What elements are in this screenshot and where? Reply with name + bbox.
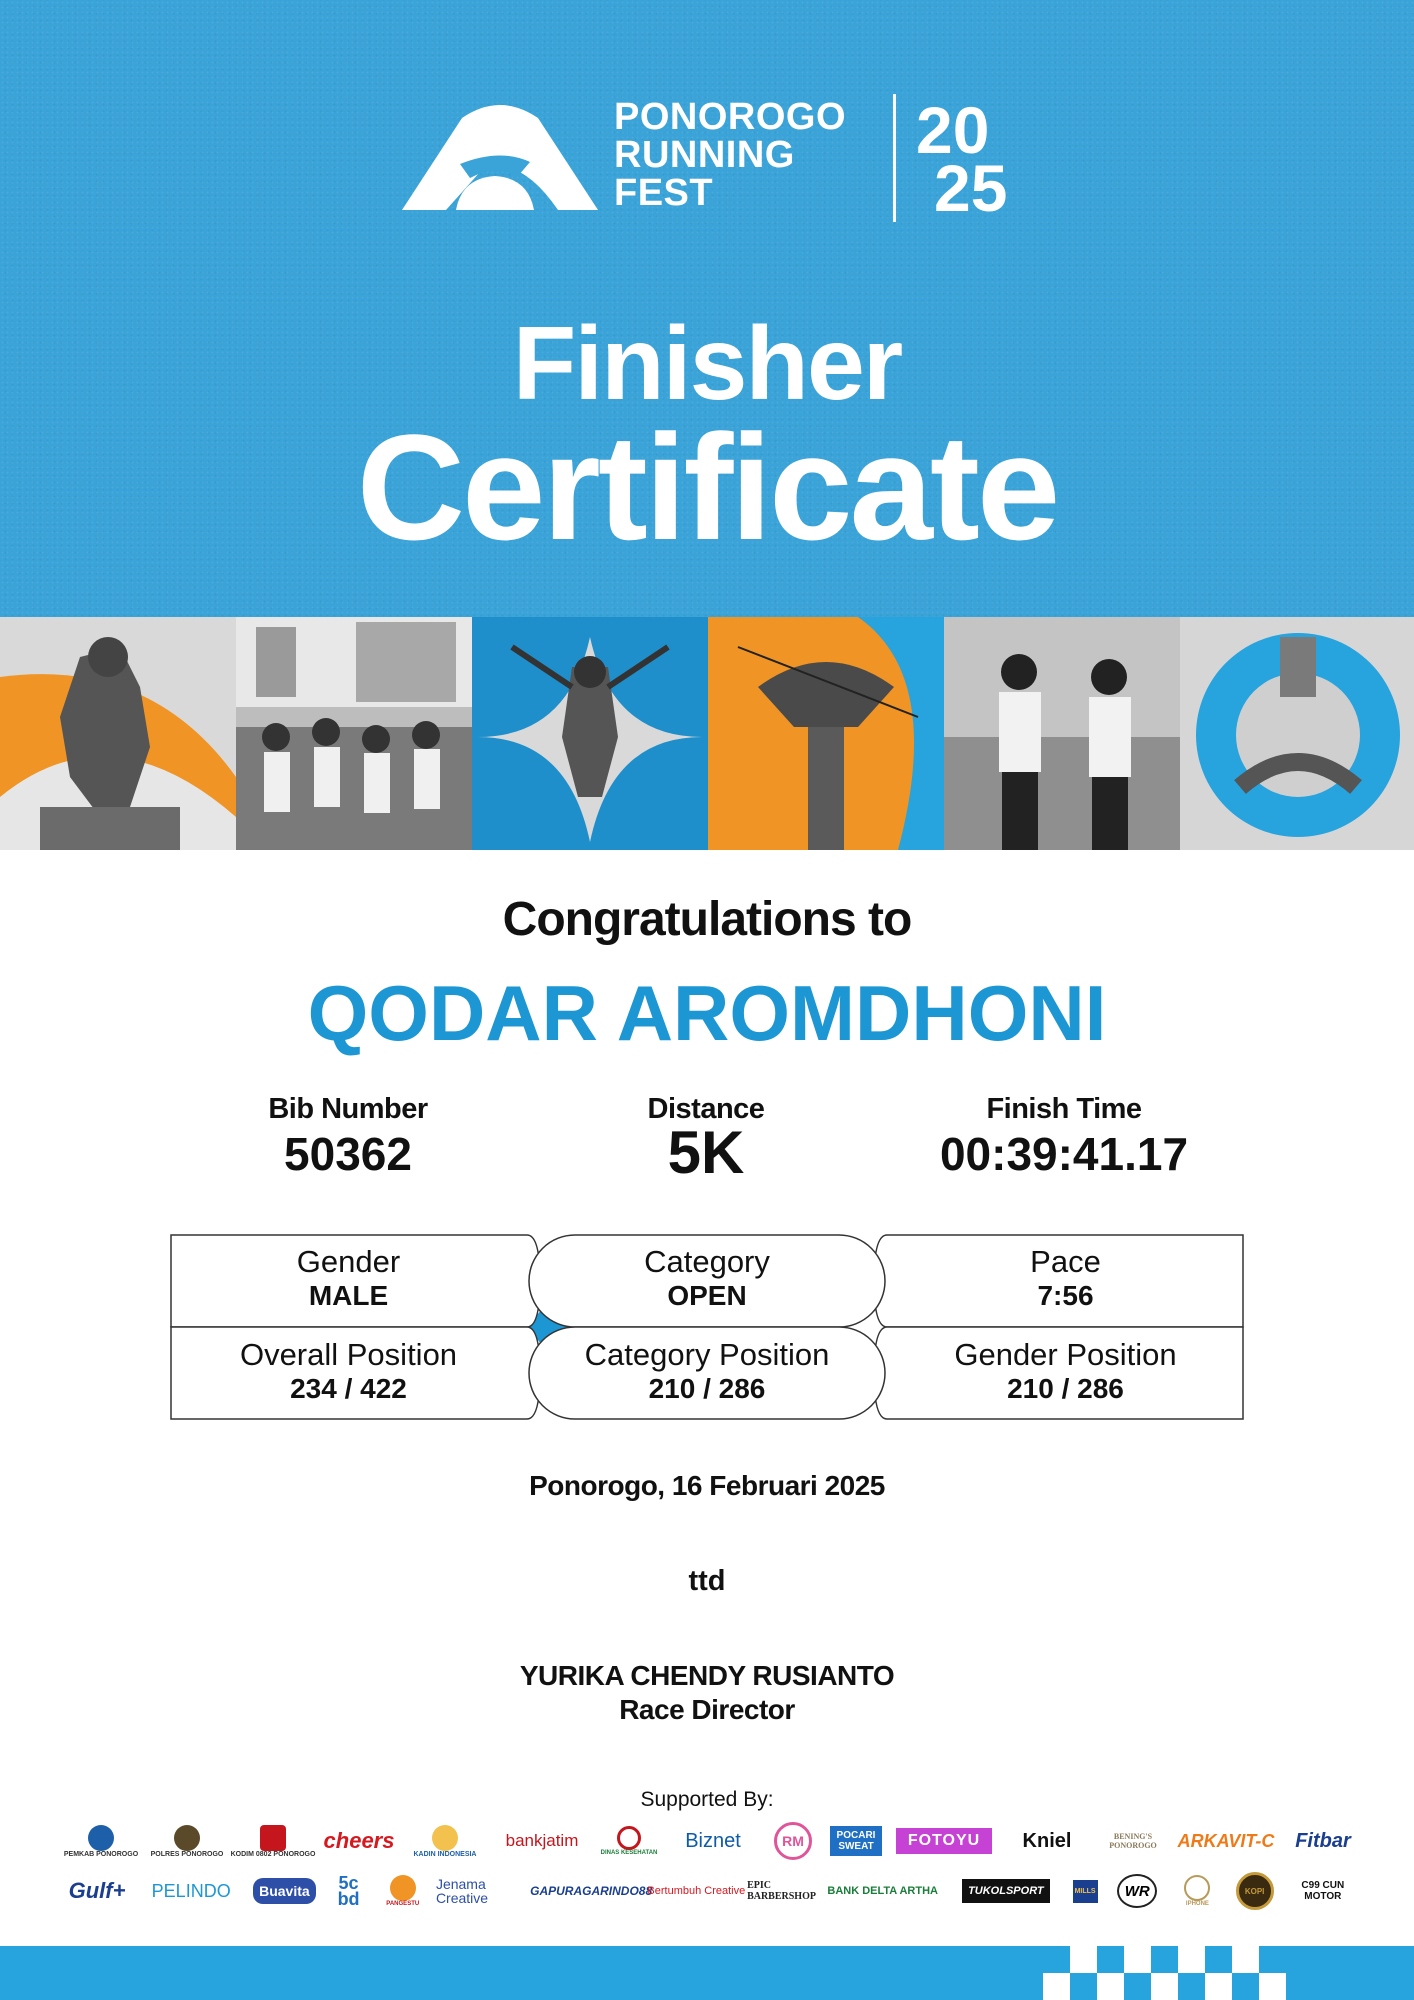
category-value: OPEN (667, 1280, 747, 1311)
distance-block (526, 1092, 886, 1184)
photo-runners-crowd (236, 617, 472, 850)
sponsor-logo: IPHONE (1175, 1871, 1219, 1911)
congratulations-heading: Congratulations to (502, 893, 912, 946)
sponsor-logo: MILLS (1071, 1871, 1099, 1911)
sponsor-logo: DINAS KESEHATAN (604, 1821, 654, 1861)
sponsor-logo: BENING'S PONOROGO (1109, 1832, 1157, 1850)
sponsor-logo: 5c bd (337, 1873, 360, 1909)
year-top: 20 (916, 93, 990, 167)
finisher-name: QODAR AROMDHONI (307, 969, 1107, 1057)
sponsor-logo: Fitbar (1295, 1829, 1351, 1852)
running-fest-logo-icon (400, 100, 600, 215)
sponsor-logo: PANGESTU (383, 1871, 423, 1911)
gender-position-label: Gender Position (954, 1337, 1177, 1372)
finish-time-label: Finish Time (986, 1093, 1142, 1125)
race-director-block (0, 1659, 1414, 1727)
photo-dancer-statue (0, 617, 236, 850)
pace-label: Pace (1030, 1244, 1101, 1279)
category-position-cell (529, 1337, 885, 1405)
sponsor-logo: KOPI (1233, 1871, 1277, 1911)
category-position-value: 210 / 286 (648, 1373, 766, 1404)
sponsor-logo: POCARI SWEAT (830, 1821, 882, 1861)
pace-cell (887, 1244, 1244, 1312)
sponsor-row-2 (66, 1867, 1356, 1915)
supported-by-label: Supported By: (640, 1788, 774, 1811)
sponsor-logo: Jenama Creative (435, 1876, 489, 1906)
bib-number-value: 50362 (284, 1128, 412, 1180)
sponsor-logo: Buavita (254, 1871, 314, 1911)
bib-number-label: Bib Number (268, 1093, 428, 1125)
event-wordmark (614, 98, 846, 212)
sponsor-logo: Gulf+ (68, 1878, 126, 1903)
gender-cell (170, 1244, 527, 1312)
gender-value: MALE (308, 1280, 389, 1311)
sponsor-logo: bankjatim (505, 1831, 579, 1850)
overall-position-cell (170, 1337, 527, 1405)
signature-placeholder: ttd (688, 1565, 726, 1597)
sponsor-logo: PELINDO (151, 1880, 231, 1901)
photo-jumping-performer (472, 617, 708, 850)
finish-time-block (884, 1092, 1244, 1182)
sponsor-logo: ARKAVIT-C (1177, 1830, 1275, 1851)
year-bottom: 25 (934, 151, 1008, 225)
checkered-flag-pattern (1043, 1946, 1289, 2000)
title-certificate: Certificate (356, 403, 1058, 571)
logo-divider (893, 94, 896, 222)
event-year (916, 93, 1016, 226)
sponsor-logo: Kniel (1022, 1829, 1072, 1852)
sponsor-logo: C99 CUN MOTOR (1301, 1880, 1345, 1902)
sponsor-logo: FOTOYU (898, 1821, 990, 1861)
sponsor-logo: KODIM 0802 PONOROGO (238, 1821, 308, 1861)
sponsor-logo: GAPURAGARINDO88 (530, 1884, 653, 1898)
pace-value: 7:56 (1037, 1280, 1094, 1311)
category-position-label: Category Position (584, 1337, 830, 1372)
sponsor-logo: POLRES PONOROGO (152, 1821, 222, 1861)
gender-position-value: 210 / 286 (1007, 1373, 1124, 1404)
sponsor-logo: TUKOLSPORT (954, 1871, 1058, 1911)
distance-value: 5K (667, 1119, 745, 1186)
photo-women-runners (944, 617, 1180, 850)
sponsor-logo: cheers (323, 1828, 395, 1853)
distance-label: Distance (647, 1093, 765, 1125)
title-finisher: Finisher (512, 306, 902, 422)
sponsor-logo: EPIC BARBERSHOP (747, 1880, 816, 1902)
bib-number-block (168, 1092, 528, 1182)
wordmark-line-3: FEST (614, 172, 714, 214)
sponsor-logo: KADIN INDONESIA (410, 1821, 480, 1861)
wordmark-line-1: PONOROGO (614, 96, 847, 138)
overall-position-value: 234 / 422 (290, 1373, 407, 1404)
sponsor-logo: Bertumbuh Creative (647, 1885, 746, 1897)
photo-monument (708, 617, 944, 850)
sponsor-logo: RM (772, 1821, 814, 1861)
photo-trophy-ring (1180, 617, 1414, 850)
gender-label: Gender (296, 1244, 401, 1279)
finish-time-value: 00:39:41.17 (939, 1128, 1189, 1180)
photo-strip (0, 617, 1414, 850)
gender-position-cell (887, 1337, 1244, 1405)
sponsor-row-1 (63, 1817, 1356, 1865)
sponsor-logo: PEMKAB PONOROGO (66, 1821, 136, 1861)
sponsor-logo: BANK DELTA ARTHA (827, 1885, 938, 1897)
wordmark-line-2: RUNNING (614, 134, 795, 176)
certificate-date: Ponorogo, 16 Februari 2025 (529, 1470, 885, 1501)
sponsor-logo: WR (1112, 1871, 1162, 1911)
category-cell (529, 1244, 885, 1312)
sponsor-logo: Biznet (685, 1829, 741, 1852)
race-director-title: Race Director (619, 1694, 795, 1725)
overall-position-label: Overall Position (239, 1337, 458, 1372)
category-label: Category (644, 1244, 770, 1279)
race-director-name: YURIKA CHENDY RUSIANTO (519, 1660, 895, 1691)
